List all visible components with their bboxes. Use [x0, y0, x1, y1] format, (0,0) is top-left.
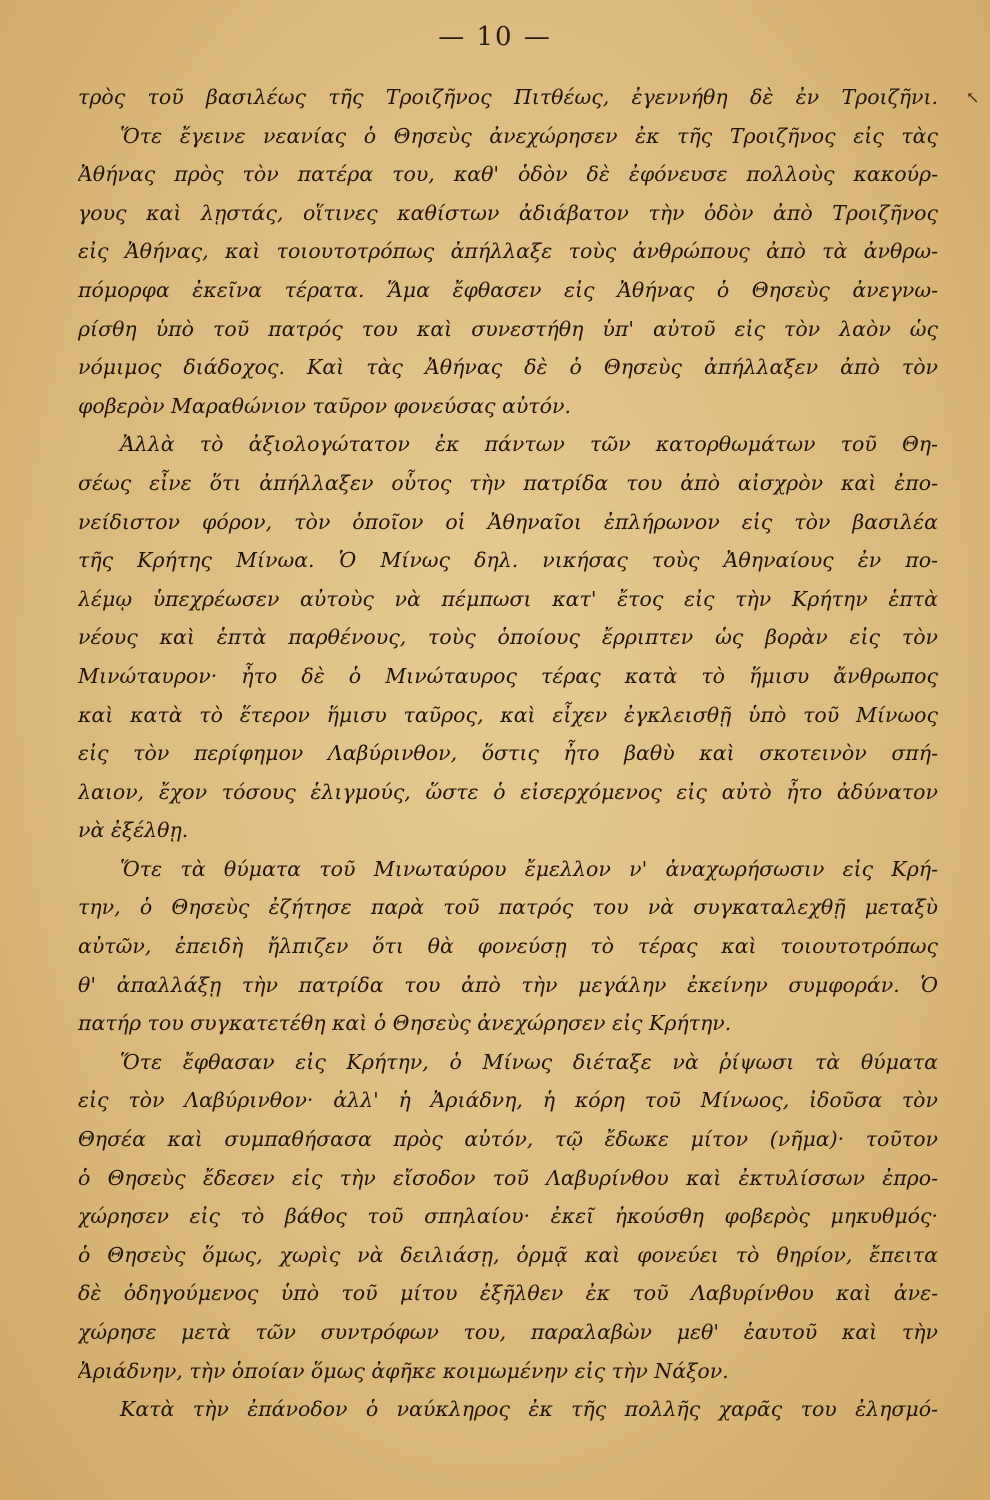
text-line: νέους καὶ ἑπτὰ παρθένους, τοὺς ὁποίους ἔρριπτεν ὡς βορὰν εἰς τὸν: [78, 625, 938, 650]
text-line: νόμιμος διάδοχος. Καὶ τὰς Ἀθήνας δὲ ὁ Θησεὺς ἀπήλλαξεν ἀπὸ τὸν: [78, 355, 938, 380]
text-line: χώρησεν εἰς τὸ βάθος τοῦ σπηλαίου· ἐκεῖ ἠκούσθη φοβερὸς μηκυθμός·: [78, 1204, 938, 1229]
text-line: αὐτῶν, ἐπειδὴ ἤλπιζεν ὅτι θὰ φονεύσῃ τὸ τέρας καὶ τοιουτοτρόπως: [78, 934, 938, 959]
text-line: Ὅτε ἔγεινε νεανίας ὁ Θησεὺς ἀνεχώρησεν ἐκ τῆς Τροιζῆνος εἰς τὰς: [120, 123, 938, 148]
text-line: ὁ Θησεὺς ἔδεσεν εἰς τὴν εἴσοδον τοῦ Λαβυρίνθου καὶ ἐκτυλίσσων ἐπρο-: [78, 1165, 938, 1190]
text-line: λέμῳ ὑπεχρέωσεν αὐτοὺς νὰ πέμπωσι κατ' ἔτος εἰς τὴν Κρήτην ἑπτὰ: [78, 586, 938, 611]
margin-mark: ↖: [966, 88, 980, 107]
text-line: Ἀλλὰ τὸ ἀξιολογώτατον ἐκ πάντων τῶν κατορθωμάτων τοῦ Θη-: [120, 432, 938, 457]
text-line: Ὅτε ἔφθασαν εἰς Κρήτην, ὁ Μίνως διέταξε νὰ ῥίψωσι τὰ θύματα: [120, 1049, 938, 1074]
text-line: Ὅτε τὰ θύματα τοῦ Μινωταύρου ἔμελλον ν' ἀναχωρήσωσιν εἰς Κρή-: [120, 856, 938, 881]
text-line: Θησέα καὶ συμπαθήσασα πρὸς αὐτόν, τῷ ἔδωκε μίτον (νῆμα)· τοῦτον: [78, 1127, 938, 1152]
text-line: Κατὰ τὴν ἐπάνοδον ὁ ναύκληρος ἐκ τῆς πολλῆς χαρᾶς του ἐλησμό-: [120, 1397, 938, 1422]
text-line: εἰς Ἀθήνας, καὶ τοιουτοτρόπως ἀπήλλαξε τοὺς ἀνθρώπους ἀπὸ τὰ ἀνθρω-: [78, 239, 938, 264]
text-line: πόμορφα ἐκεῖνα τέρατα. Ἅμα ἔφθασεν εἰς Ἀθήνας ὁ Θησεὺς ἀνεγνω-: [78, 277, 938, 302]
text-line: χώρησε μετὰ τῶν συντρόφων του, παραλαβὼν μεθ' ἑαυτοῦ καὶ τὴν: [78, 1320, 938, 1344]
text-line: σέως εἶνε ὅτι ἀπήλλαξεν οὗτος τὴν πατρίδα του ἀπὸ αἰσχρὸν καὶ ἐπο-: [78, 470, 938, 495]
text-line: γους καὶ λῃστάς, οἵτινες καθίστων ἀδιάβατον τὴν ὁδὸν ἀπὸ Τροιζῆνος: [78, 200, 938, 225]
text-line: πατήρ του συγκατετέθη καὶ ὁ Θησεὺς ἀνεχώρησεν εἰς Κρήτην.: [78, 1011, 732, 1036]
text-line: Μινώταυρον· ἦτο δὲ ὁ Μινώταυρος τέρας κατὰ τὸ ἥμισυ ἄνθρωπος: [78, 663, 938, 688]
text-line: θ' ἀπαλλάξῃ τὴν πατρίδα του ἀπὸ τὴν μεγάλην ἐκείνην συμφοράν. Ὁ: [78, 972, 938, 997]
text-line: νὰ ἐξέλθῃ.: [78, 818, 189, 843]
page-number: — 10 —: [438, 22, 552, 52]
text-line: φοβερὸν Μαραθώνιον ταῦρον φονεύσας αὐτόν.: [78, 393, 571, 418]
text-line: εἰς τὸν Λαβύρινθον· ἀλλ' ἡ Ἀριάδνη, ἡ κόρη τοῦ Μίνωος, ἰδοῦσα τὸν: [78, 1088, 938, 1113]
text-line: την, ὁ Θησεὺς ἐζήτησε παρὰ τοῦ πατρός του νὰ συγκαταλεχθῇ μεταξὺ: [78, 895, 938, 920]
text-line: εἰς τὸν περίφημον Λαβύρινθον, ὅστις ἦτο βαθὺ καὶ σκοτεινὸν σπή-: [78, 741, 938, 766]
text-line: δὲ ὁδηγούμενος ὑπὸ τοῦ μίτου ἐξῆλθεν ἐκ τοῦ Λαβυρίνθου καὶ ἀνε-: [78, 1281, 938, 1306]
text-line: Ἀριάδνην, τὴν ὁποίαν ὅμως ἀφῆκε κοιμωμένην εἰς τὴν Νάξον.: [78, 1358, 729, 1383]
text-line: ὁ Θησεὺς ὅμως, χωρὶς νὰ δειλιάσῃ, ὁρμᾷ καὶ φονεύει τὸ θηρίον, ἔπειτα: [78, 1242, 938, 1267]
text-line: ρίσθη ὑπὸ τοῦ πατρός του καὶ συνεστήθη ὑπ' αὐτοῦ εἰς τὸν λαὸν ὡς: [78, 316, 938, 341]
body-text: [78, 78, 938, 1429]
text-line: καὶ κατὰ τὸ ἕτερον ἥμισυ ταῦρος, καὶ εἶχεν ἐγκλεισθῇ ὑπὸ τοῦ Μίνωος: [78, 702, 938, 727]
text-line: τῆς Κρήτης Μίνωα. Ὁ Μίνως δηλ. νικήσας τοὺς Ἀθηναίους ἐν πο-: [78, 548, 938, 573]
text-line: νείδιστον φόρον, τὸν ὁποῖον οἱ Ἀθηναῖοι ἐπλήρωνον εἰς τὸν βασιλέα: [78, 509, 938, 534]
text-line: λαιον, ἔχον τόσους ἑλιγμούς, ὥστε ὁ εἰσερχόμενος εἰς αὐτὸ ἦτο ἀδύνατον: [78, 779, 938, 804]
text-line: Ἀθήνας πρὸς τὸν πατέρα του, καθ' ὁδὸν δὲ ἐφόνευσε πολλοὺς κακούρ-: [78, 162, 938, 187]
text-line: τρὸς τοῦ βασιλέως τῆς Τροιζῆνος Πιτθέως, ἐγεννήθη δὲ ἐν Τροιζῆνι.: [78, 85, 938, 109]
